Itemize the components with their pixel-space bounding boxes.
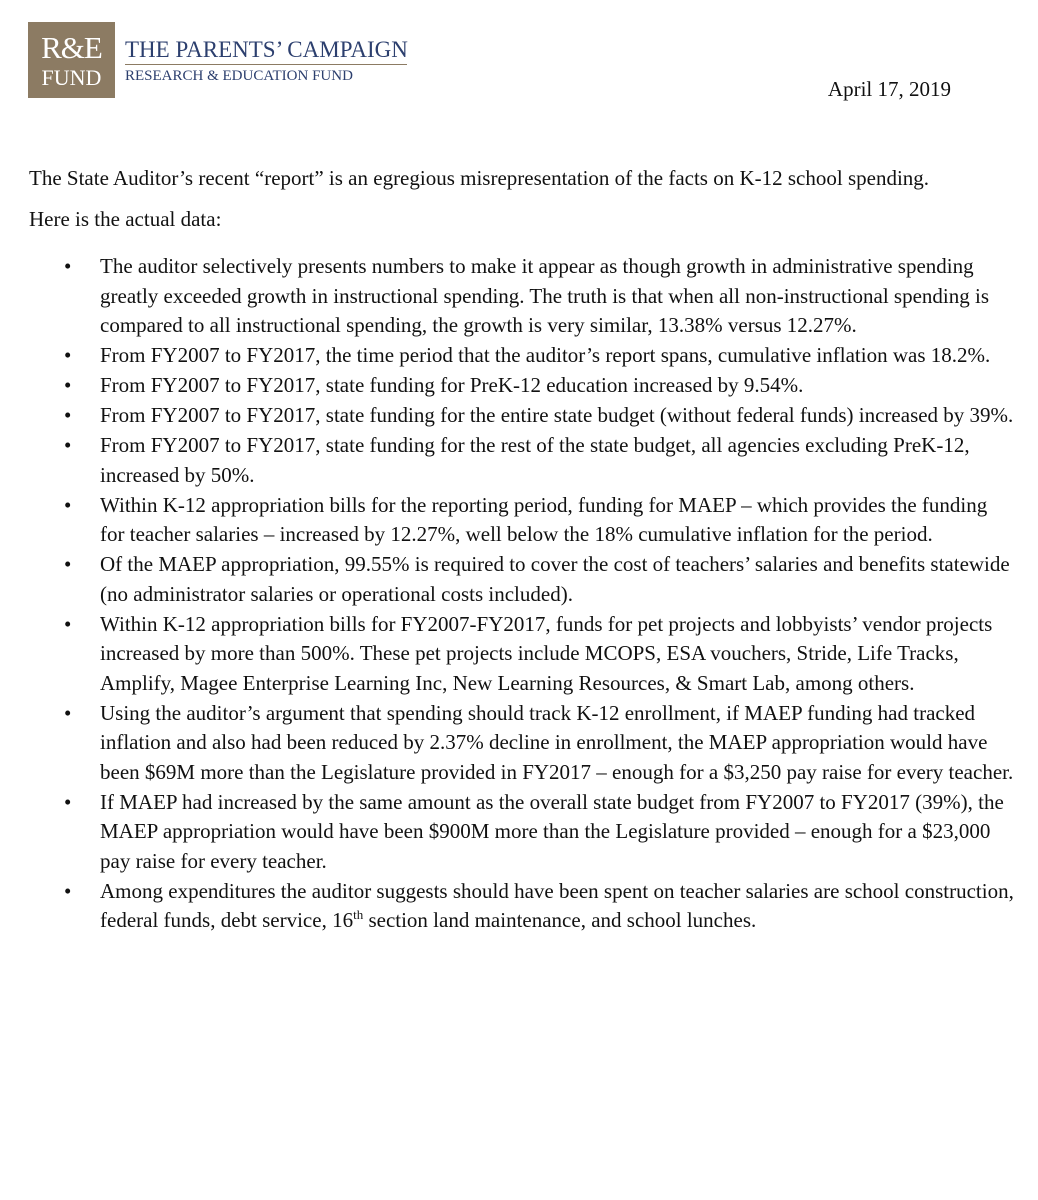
bullet-icon: • — [64, 343, 72, 367]
letterhead — [28, 22, 408, 98]
list-item — [29, 550, 1014, 609]
organization-subtitle: RESEARCH & EDUCATION FUND — [125, 68, 353, 84]
list-item — [29, 252, 1014, 341]
logo-top-text: R&E — [41, 29, 102, 65]
ordinal-suffix: th — [353, 907, 364, 922]
list-item — [29, 371, 1014, 401]
bullet-icon: • — [64, 789, 72, 814]
bullet-icon: • — [64, 878, 72, 903]
list-item — [29, 431, 1014, 490]
list-item-text: If MAEP had increased by the same amount as the overall state budget from FY2007 to FY2017 (39%), the MAEP appropriation would have been $900M more than the Legislature provided – enough for a $23,000 pay raise for every teacher. — [100, 789, 1004, 873]
list-item-text: Within K-12 appropriation bills for FY2007-FY2017, funds for pet projects and lobbyists’ vendor projects increased by more than 500%. These pet projects include MCOPS, ESA vouchers, Stride, Life Tracks, Amplify, Magee Enterprise Learning Inc, New Learning Resources, & Smart Lab, among others. — [100, 611, 993, 695]
list-item-text: From FY2007 to FY2017, state funding for the rest of the state budget, all agencies excluding PreK-12, increased by 50%. — [100, 433, 970, 487]
organization-divider — [125, 64, 407, 65]
re-fund-logo — [28, 22, 115, 98]
letter-body — [29, 164, 1014, 936]
organization-name-block — [125, 38, 408, 84]
list-item — [29, 341, 1014, 371]
list-item-text: From FY2007 to FY2017, state funding for the entire state budget (without federal funds) increased by 39%. — [100, 403, 1014, 427]
bullet-icon: • — [64, 254, 72, 278]
list-item-text: From FY2007 to FY2017, state funding for PreK-12 education increased by 9.54%. — [100, 373, 804, 397]
list-item — [29, 491, 1014, 550]
intro-paragraph: The State Auditor’s recent “report” is an egregious misrepresentation of the facts on K-12 school spending. — [29, 166, 930, 190]
list-item-text: The auditor selectively presents numbers to make it appear as though growth in administrative spending greatly exceeded growth in instructional spending. The truth is that when all non-instructional spending is compared to all instructional spending, the growth is very similar, 13.38% versus 12.27%. — [100, 254, 990, 337]
bullet-icon: • — [64, 552, 72, 576]
bullet-icon: • — [64, 433, 72, 457]
list-item — [29, 401, 1014, 431]
bullet-icon: • — [64, 373, 72, 397]
list-item-text: Of the MAEP appropriation, 99.55% is required to cover the cost of teachers’ salaries and benefits statewide (no administrator salaries or operational costs included). — [100, 552, 1010, 606]
list-item — [29, 788, 1014, 877]
logo-bottom-text: FUND — [41, 64, 102, 90]
facts-list — [29, 252, 1014, 936]
list-item-text-end: section land maintenance, and school lunches. — [363, 908, 757, 932]
bullet-icon: • — [64, 611, 72, 636]
list-item-text: Within K-12 appropriation bills for the reporting period, funding for MAEP – which provides the funding for teacher salaries – increased by 12.27%, well below the 18% cumulative inflation for the period. — [100, 492, 988, 546]
letter-date: April 17, 2019 — [827, 77, 951, 101]
bullet-icon: • — [64, 700, 72, 725]
organization-name: THE PARENTS’ CAMPAIGN — [125, 37, 408, 62]
lead-paragraph: Here is the actual data: — [29, 206, 222, 231]
list-item-text: From FY2007 to FY2017, the time period that the auditor’s report spans, cumulative inflation was 18.2%. — [100, 343, 991, 367]
list-item — [29, 877, 1014, 936]
list-item-text-start: Among expenditures the auditor suggests should have been spent on teacher salaries are school construction, federal funds, debt service, 16 — [100, 878, 1014, 932]
bullet-icon: • — [64, 492, 72, 517]
list-item — [29, 610, 1014, 699]
list-item — [29, 699, 1014, 788]
list-item-text: Using the auditor’s argument that spending should track K-12 enrollment, if MAEP funding had tracked inflation and also had been reduced by 2.37% decline in enrollment, the MAEP appropriation would have been $69M more than the Legislature provided in FY2017 – enough for a $3,250 pay raise for every teacher. — [100, 700, 1014, 784]
bullet-icon: • — [64, 403, 72, 427]
